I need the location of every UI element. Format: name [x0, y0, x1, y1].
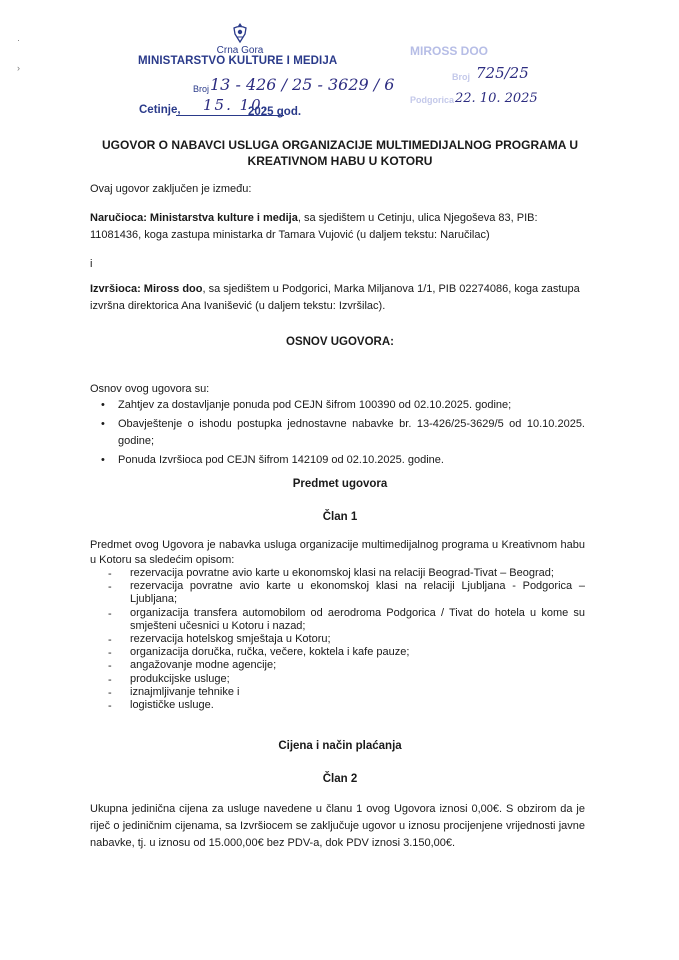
- list-item: - rezervacija povratne avio karte u ekonomskoj klasi na relaciji Beograd-Tivat – Beograd;: [90, 567, 585, 580]
- section-heading-osnov: OSNOV UGOVORA:: [286, 336, 394, 348]
- margin-marks: · ›: [17, 35, 20, 73]
- ministry-name: MINISTARSTVO KULTURE I MEDIJA: [138, 55, 338, 67]
- article-1-text: Predmet ovog Ugovora je nabavka usluga organizacije multimedijalnog programa u Kreativnom habu u Kotoru sa sledećim opisom:: [90, 539, 585, 566]
- section-heading-cijena: Cijena i način plaćanja: [278, 740, 402, 752]
- stamp-number: 725/25: [476, 64, 529, 82]
- list-item: - angažovanje modne agencije;: [90, 659, 585, 672]
- osnov-intro: Osnov ovog ugovora su:: [90, 383, 210, 395]
- intro-text: Ovaj ugovor zaključen je između:: [90, 183, 252, 195]
- contractor-details: , sa sjedištem u Podgorici, Marka Miljanova 1/1, PIB 02274086, koga zastupa izvršna direktorica Ana Ivanišević (u daljem tekstu: Izvršilac).: [90, 283, 580, 312]
- list-item: • Zahtjev za dostavljanje ponuda pod CEJN šifrom 100390 od 02.10.2025. godine;: [90, 397, 585, 414]
- article-1-list: [90, 567, 585, 712]
- article-2-heading: Član 2: [322, 773, 358, 785]
- list-item: - organizacija transfera automobilom od aerodroma Podgorica / Tivat do hotela u kome su smješteni učesnici u Kotoru i nazad;: [90, 607, 585, 633]
- list-item: - rezervacija hotelskog smještaja u Kotoru;: [90, 633, 585, 646]
- article-1-heading: Član 1: [322, 511, 358, 523]
- section-heading-predmet: Predmet ugovora: [292, 478, 388, 490]
- list-item: - organizacija doručka, ručka, večere, koktela i kafe pauze;: [90, 646, 585, 659]
- handwritten-date: 15. 10.: [203, 96, 270, 114]
- conjunction-i: i: [90, 258, 93, 270]
- stamp-date: 22. 10. 2025: [455, 91, 538, 106]
- broj-label: Broj: [193, 84, 210, 94]
- client-name: Naručioca: Ministarstva kulture i medija: [90, 212, 298, 224]
- list-item: - iznajmljivanje tehnike i: [90, 686, 585, 699]
- receipt-stamp: MIROSS DOO: [410, 44, 489, 58]
- article-2-text: Ukupna jedinična cijena za usluge navedene u članu 1 ovog Ugovora iznosi 0,00€. S obzirom da je riječ o jediničnim cijenama, sa Izvršiocem se zaključuje ugovor u iznosu procijenjene vrijednosti javne nabavke, tj. u iznosu od 15.000,00€ bez PDV-a, dok PDV iznosi 3.150,00€.: [90, 803, 585, 849]
- client-details: , sa sjedištem u Cetinju, ulica Njegoševa 83, PIB: 11081436, koga zastupa ministarka dr Tamara Vujović (u daljem tekstu: Naručilac): [90, 212, 538, 241]
- client-paragraph: [90, 210, 585, 244]
- list-item: - rezervacija povratne avio karte u ekonomskoj klasi na relaciji Ljubljana - Podgorica – Ljubljana;: [90, 580, 585, 606]
- contract-title: UGOVOR O NABAVCI USLUGA ORGANIZACIJE MULTIMEDIJALNOG PROGRAMA U KREATIVNOM HABU U KOTORU: [101, 138, 578, 168]
- list-item: • Obavještenje o ishodu postupka jednostavne nabavke br. 13-426/25-3629/5 od 10.10.2025. godine;: [90, 416, 585, 450]
- stamp-broj-label: Broj: [452, 72, 470, 82]
- list-item: - logističke usluge.: [90, 699, 585, 712]
- contractor-name: Izvršioca: Miross doo: [90, 283, 203, 295]
- list-item: • Ponuda Izvršioca pod CEJN šifrom 142109 od 02.10.2025. godine.: [90, 452, 585, 469]
- stamp-place-label: Podgorica: [410, 95, 455, 105]
- osnov-list: [90, 397, 585, 471]
- year-label: 2025 god.: [248, 106, 302, 118]
- contractor-paragraph: [90, 281, 585, 315]
- coat-of-arms-icon: [231, 22, 249, 46]
- place-label: Cetinje,: [139, 104, 181, 116]
- reference-number: 13 - 426 / 25 - 3629 / 6: [210, 75, 395, 94]
- country-name: Crna Gora: [216, 45, 264, 56]
- list-item: - produkcijske usluge;: [90, 673, 585, 686]
